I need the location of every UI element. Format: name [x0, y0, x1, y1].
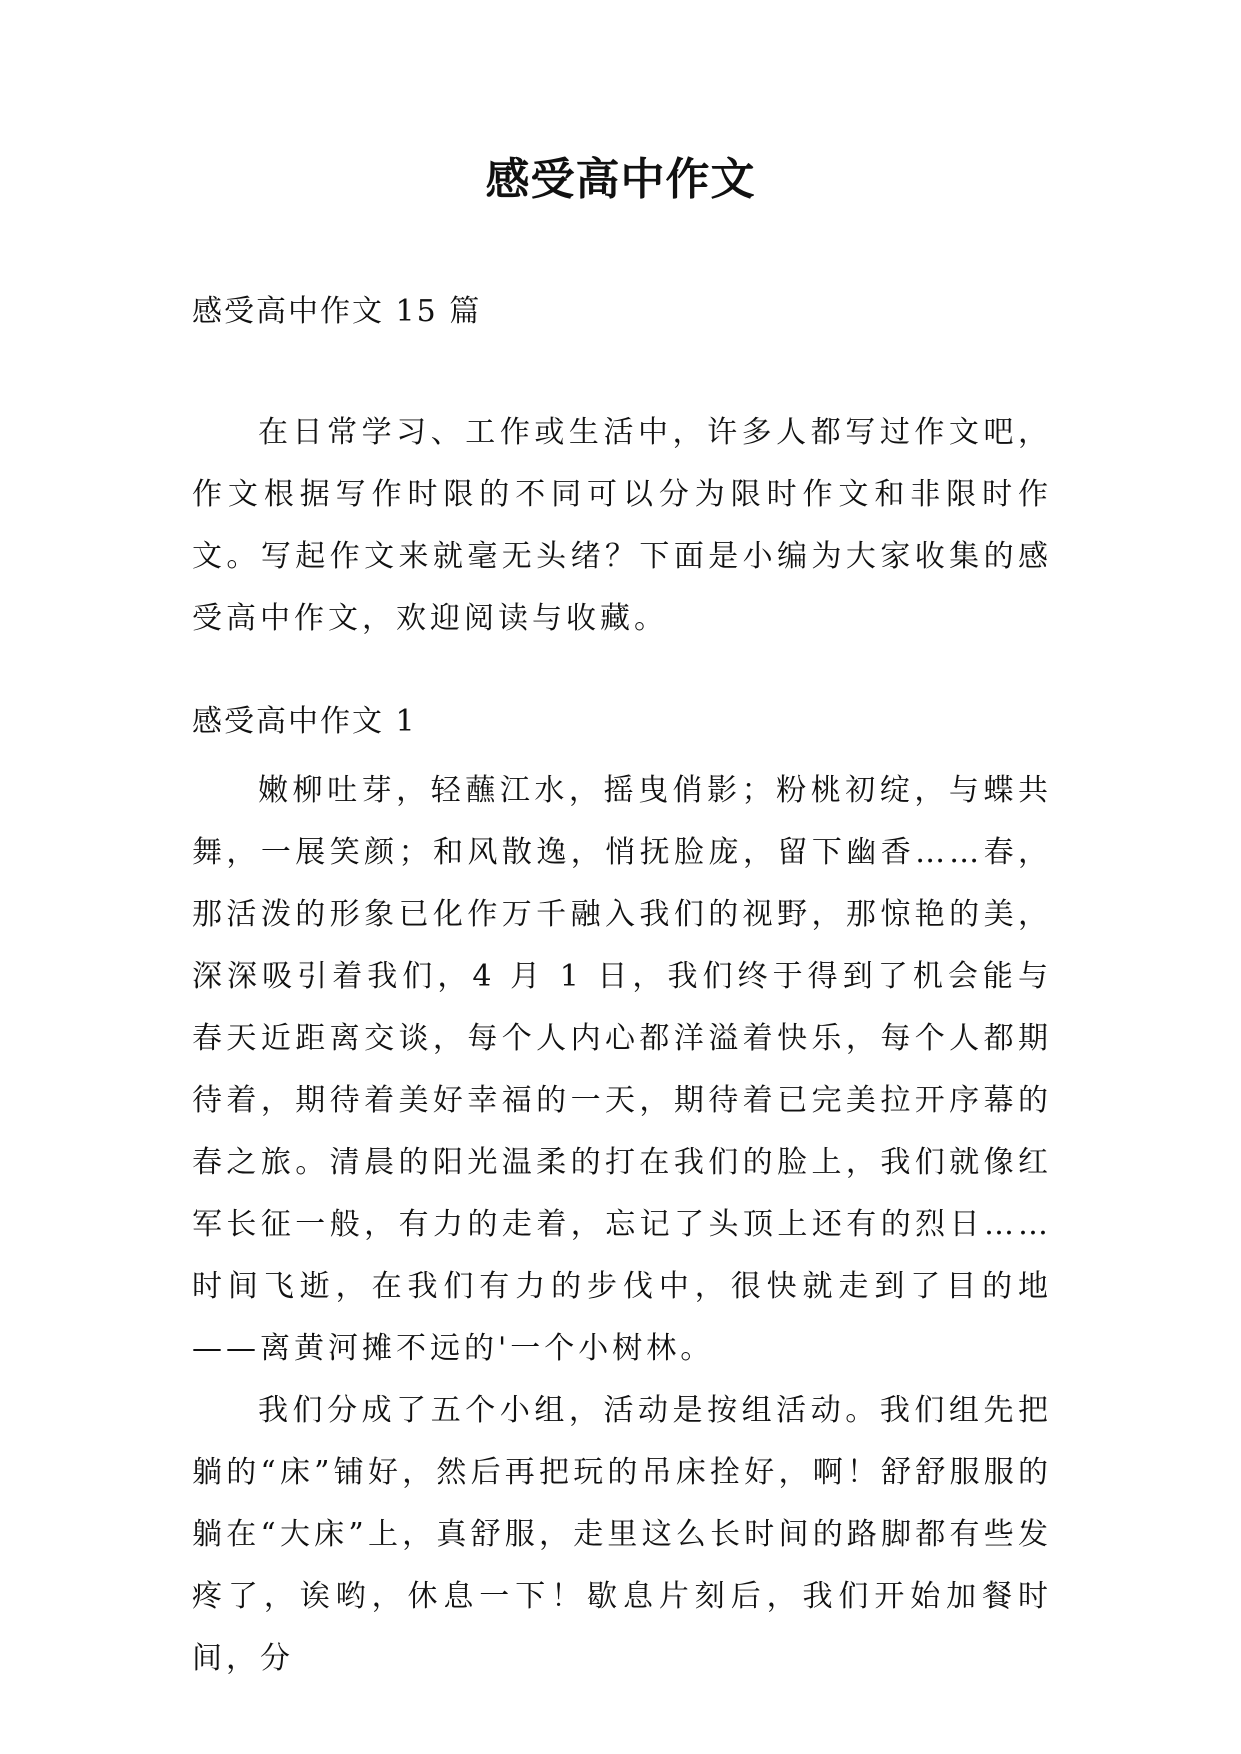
essay-section: [192, 700, 1052, 1690]
document-subtitle: 感受高中作文 15 篇: [192, 294, 482, 329]
intro-paragraph: 在日常学习、工作或生活中，许多人都写过作文吧，作文根据写作时限的不同可以分为限时作文和非限时作文。写起作文来就毫无头绪？下面是小编为大家收集的感受高中作文，欢迎阅读与收藏。: [192, 415, 1052, 636]
intro-section: [192, 402, 1052, 650]
essay-paragraph: 我们分成了五个小组，活动是按组活动。我们组先把躺的“床”铺好，然后再把玩的吊床拴好，啊！舒舒服服的躺在“大床”上，真舒服，走里这么长时间的路脚都有些发疼了，诶哟，休息一下！歇息片刻后，我们开始加餐时间，分: [192, 1393, 1052, 1676]
essay-paragraph: 嫩柳吐芽，轻蘸江水，摇曳俏影；粉桃初绽，与蝶共舞，一展笑颜；和风散逸，悄抚脸庞，留下幽香……春，那活泼的形象已化作万千融入我们的视野，那惊艳的美，深深吸引着我们，4 月 1 日，我们终于得到了机会能与春天近距离交谈，每个人内心都洋溢着快乐，每个人都期待着，期待着美好幸福的一天，期待着已完美拉开序幕的春之旅。清晨的阳光温柔的打在我们的脸上，我们就像红军长征一般，有力的走着，忘记了头顶上还有的烈日……时间飞逝，在我们有力的步伐中，很快就走到了目的地——离黄河摊不远的'一个小树林。: [192, 773, 1052, 1366]
document-title: 感受高中作文: [485, 154, 756, 205]
essay-heading: 感受高中作文 1: [192, 704, 417, 739]
